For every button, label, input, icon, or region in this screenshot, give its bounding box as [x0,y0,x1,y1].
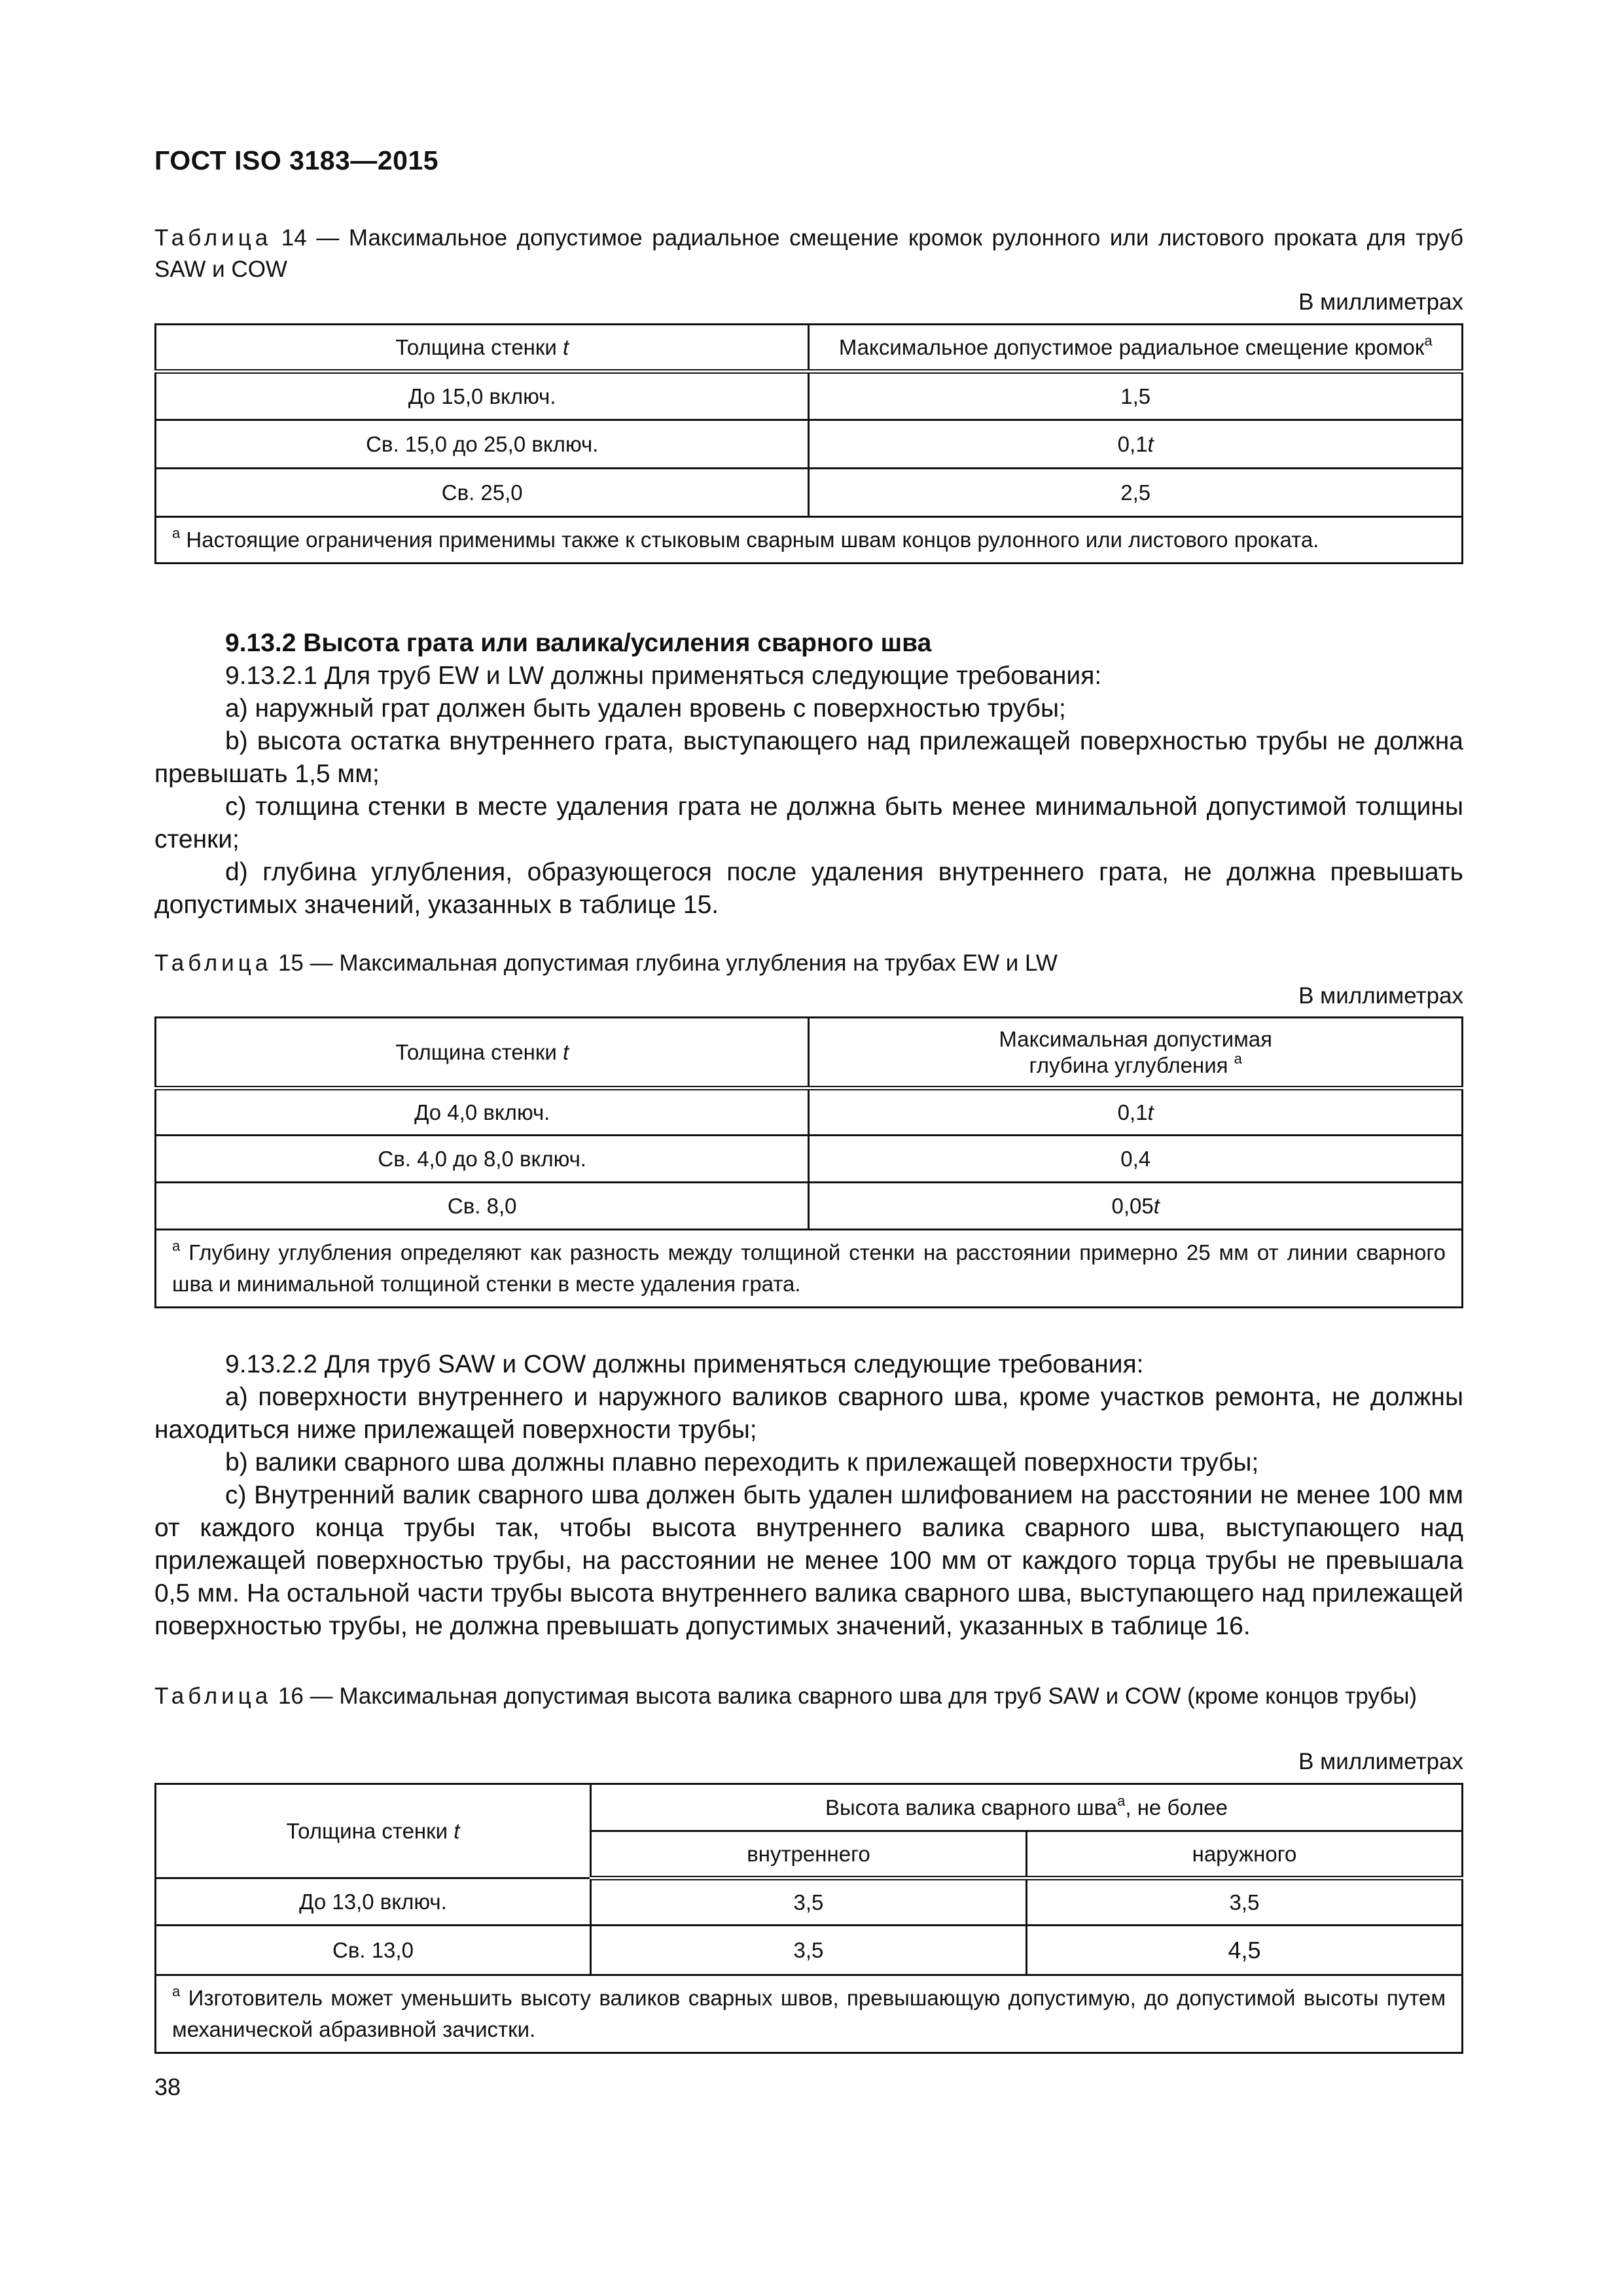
cell-value: 1,5 [809,372,1463,420]
table-footnote: $^a$ Изготовитель может уменьшить высоту валиков сварных швов, превышающую допустимую, до допустимой высоты путем механической абразивной зачистки. [156,1975,1463,2053]
caption-label: Таблица [154,225,272,251]
table-row [156,1136,1463,1183]
cell-value: 0,4 [809,1136,1463,1183]
cell-value: 0,05t [809,1183,1463,1230]
page-number: 38 [154,2073,181,2100]
table-footnote-row [156,1975,1463,2053]
paragraph: c) Внутренний валик сварного шва должен быть удален шлифованием на расстоянии не менее 100 мм от каждого конца трубы так, чтобы высота внутреннего валика сварного шва, выступающего над прилежащей поверхностью трубы, на расстоянии не менее 100 мм от каждого торца трубы не превышала 0,5 мм. На остальной части трубы высота внутреннего валика сварного шва, выступающего над прилежащей поверхностью трубы, не должна превышать допустимых значений, указанных в таблице 16. [154,1481,1463,1640]
table-16 [154,1783,1463,2054]
table-14 [154,323,1463,564]
cell-outer: 4,5 [1026,1926,1462,1975]
table-15-caption [154,948,1463,979]
cell-thickness: Св. 8,0 [156,1183,809,1230]
paragraph: b) валики сварного шва должны плавно переходить к прилежащей поверхности трубы; [225,1448,1259,1477]
table-footnote-row [156,517,1463,564]
section-9-13-2-2 [154,1348,1463,1643]
table-row [156,1926,1463,1975]
table-row [156,469,1463,517]
cell-outer: 3,5 [1026,1878,1462,1926]
paragraph: a) поверхности внутреннего и наружного валиков сварного шва, кроме участков ремонта, не должны находиться ниже прилежащей поверхности трубы; [154,1383,1463,1444]
section-heading: 9.13.2 Высота грата или валика/усиления сварного шва [225,629,932,657]
cell-value: 2,5 [809,469,1463,517]
paragraph: b) высота остатка внутреннего грата, выступающего над прилежащей поверхностью трубы не должна превышать 1,5 мм; [154,727,1463,788]
section-9-13-2 [154,627,1463,922]
paragraph: a) наружный грат должен быть удален вровень с поверхностью трубы; [225,694,1066,723]
table-14-unit: В миллиметрах [1298,289,1463,315]
paragraph: 9.13.2.1 Для труб EW и LW должны применяться следующие требования: [225,662,1102,690]
table-15 [154,1016,1463,1308]
cell-value: 0,1t [809,420,1463,469]
table-row [156,1088,1463,1136]
caption-text: 14 — Максимальное допустимое радиальное смещение кромок рулонного или листового проката для труб SAW и COW [154,225,1463,282]
caption-label: Таблица [154,950,272,976]
paragraph: d) глубина углубления, образующегося после удаления внутреннего грата, не должна превышать допустимых значений, указанных в таблице 15. [154,858,1463,919]
paragraph: c) толщина стенки в месте удаления грата не должна быть менее минимальной допустимой толщины стенки; [154,793,1463,853]
cell-value: 0,1t [809,1088,1463,1136]
column-header-thickness: Толщина стенки t [156,325,809,372]
table-16-unit: В миллиметрах [1298,1749,1463,1774]
table-14-caption [154,223,1463,285]
table-footnote: $^a$ Настоящие ограничения применимы также к стыковым сварным швам концов рулонного или листового проката. [156,517,1463,564]
column-header-max-offset: Максимальное допустимое радиальное смещение кромок$^a$ [809,325,1463,372]
table-row [156,420,1463,469]
cell-thickness: До 15,0 включ. [156,372,809,420]
cell-thickness: Св. 4,0 до 8,0 включ. [156,1136,809,1183]
column-header-thickness: Толщина стенки t [156,1018,809,1088]
caption-text: 15 — Максимальная допустимая глубина углубления на трубах EW и LW [272,950,1058,976]
table-row [156,372,1463,420]
column-header-bead-height: Высота валика сварного шва$^a$, не более [590,1784,1462,1831]
table-footnote: $^a$ Глубину углубления определяют как разность между толщиной стенки на расстоянии примерно 25 мм от линии сварного шва и минимальной толщиной стенки в месте удаления грата. [156,1230,1463,1308]
table-16-caption [154,1681,1463,1712]
column-header-max-depth: Максимальная допустимая глубина углубления $^a$ [809,1018,1463,1088]
column-header-inner: внутреннего [590,1831,1026,1878]
cell-thickness: До 13,0 включ. [156,1878,591,1926]
table-footnote-row [156,1230,1463,1308]
table-row [156,1183,1463,1230]
cell-thickness: Св. 15,0 до 25,0 включ. [156,420,809,469]
table-row [156,1878,1463,1926]
column-header-outer: наружного [1026,1831,1462,1878]
caption-label: Таблица [154,1683,272,1709]
cell-thickness: До 4,0 включ. [156,1088,809,1136]
cell-inner: 3,5 [590,1926,1026,1975]
cell-thickness: Св. 13,0 [156,1926,591,1975]
caption-text: 16 — Максимальная допустимая высота валика сварного шва для труб SAW и COW (кроме концов трубы) [272,1683,1418,1709]
column-header-thickness: Толщина стенки t [156,1784,591,1878]
cell-thickness: Св. 25,0 [156,469,809,517]
paragraph: 9.13.2.2 Для труб SAW и COW должны применяться следующие требования: [225,1350,1144,1378]
cell-inner: 3,5 [590,1878,1026,1926]
table-15-unit: В миллиметрах [1298,983,1463,1009]
standard-designation: ГОСТ ISO 3183—2015 [154,145,439,175]
